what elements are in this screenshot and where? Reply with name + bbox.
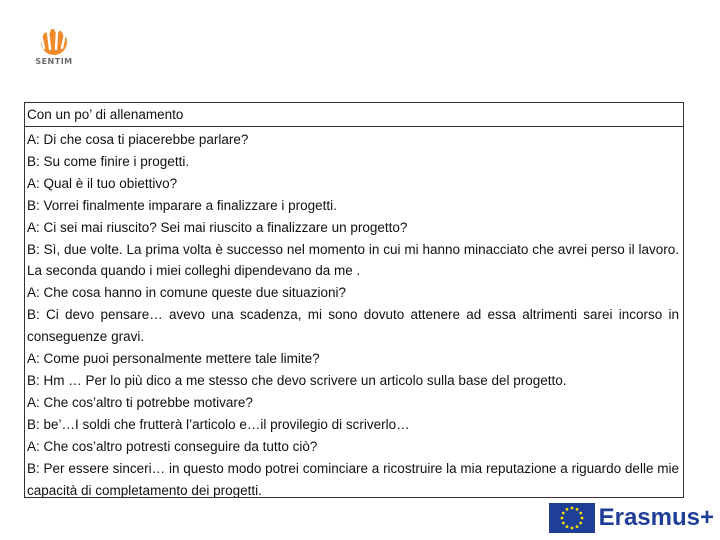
dialogue-line: A: Che cos’altro ti potrebbe motivare? xyxy=(27,394,253,410)
dialogue-box xyxy=(24,102,684,498)
dialogue-line: A: Che cos’altro potresti conseguire da tutto ciò? xyxy=(27,438,318,454)
dialogue-line: A: Che cosa hanno in comune queste due situazioni? xyxy=(27,285,346,301)
dialogue-line: B: Ci devo pensare… avevo una scadenza, mi sono dovuto attenere ad essa altrimenti sarei incorso in conseguenze gravi. xyxy=(27,307,679,345)
dialogue-line: B: Su come finire i progetti. xyxy=(27,153,190,169)
dialogue-line: A: Di che cosa ti piacerebbe parlare? xyxy=(27,132,249,147)
erasmus-label: Erasmus+ xyxy=(598,504,714,531)
dialogue-line: B: Sì, due volte. La prima volta è successo nel momento in cui mi hanno minacciato che avrei perso il lavoro. La seconda quando i miei colleghi dipendevano da me . xyxy=(27,241,679,279)
eu-flag-icon xyxy=(549,503,595,533)
dialogue-line: A: Ci sei mai riuscito? Sei mai riuscito a finalizzare un progetto? xyxy=(27,219,408,235)
dialogue-line: A: Come puoi personalmente mettere tale limite? xyxy=(27,351,320,367)
logo-text: SENTIM xyxy=(35,57,73,66)
dialogue-line: B: Per essere sinceri… in questo modo potrei cominciare a ricostruire la mia reputazione a riguardo delle mie capacità di completamento dei progetti. xyxy=(27,460,679,498)
erasmus-plus-logo xyxy=(549,502,714,534)
sentim-logo xyxy=(30,20,78,72)
dialogue-line: B: be’…I soldi che frutterà l’articolo e…il provilegio di scriverlo… xyxy=(27,416,410,432)
dialogue-title: Con un po’ di allenamento xyxy=(25,103,683,127)
dialogue-line: A: Qual è il tuo obiettivo? xyxy=(27,175,178,191)
dialogue-line: B: Vorrei finalmente imparare a finalizzare i progetti. xyxy=(27,197,337,213)
raised-hands-icon xyxy=(30,20,78,56)
dialogue-line: B: Hm … Per lo più dico a me stesso che devo scrivere un articolo sulla base del progetto. xyxy=(27,372,567,388)
dialogue-lines xyxy=(25,127,683,498)
